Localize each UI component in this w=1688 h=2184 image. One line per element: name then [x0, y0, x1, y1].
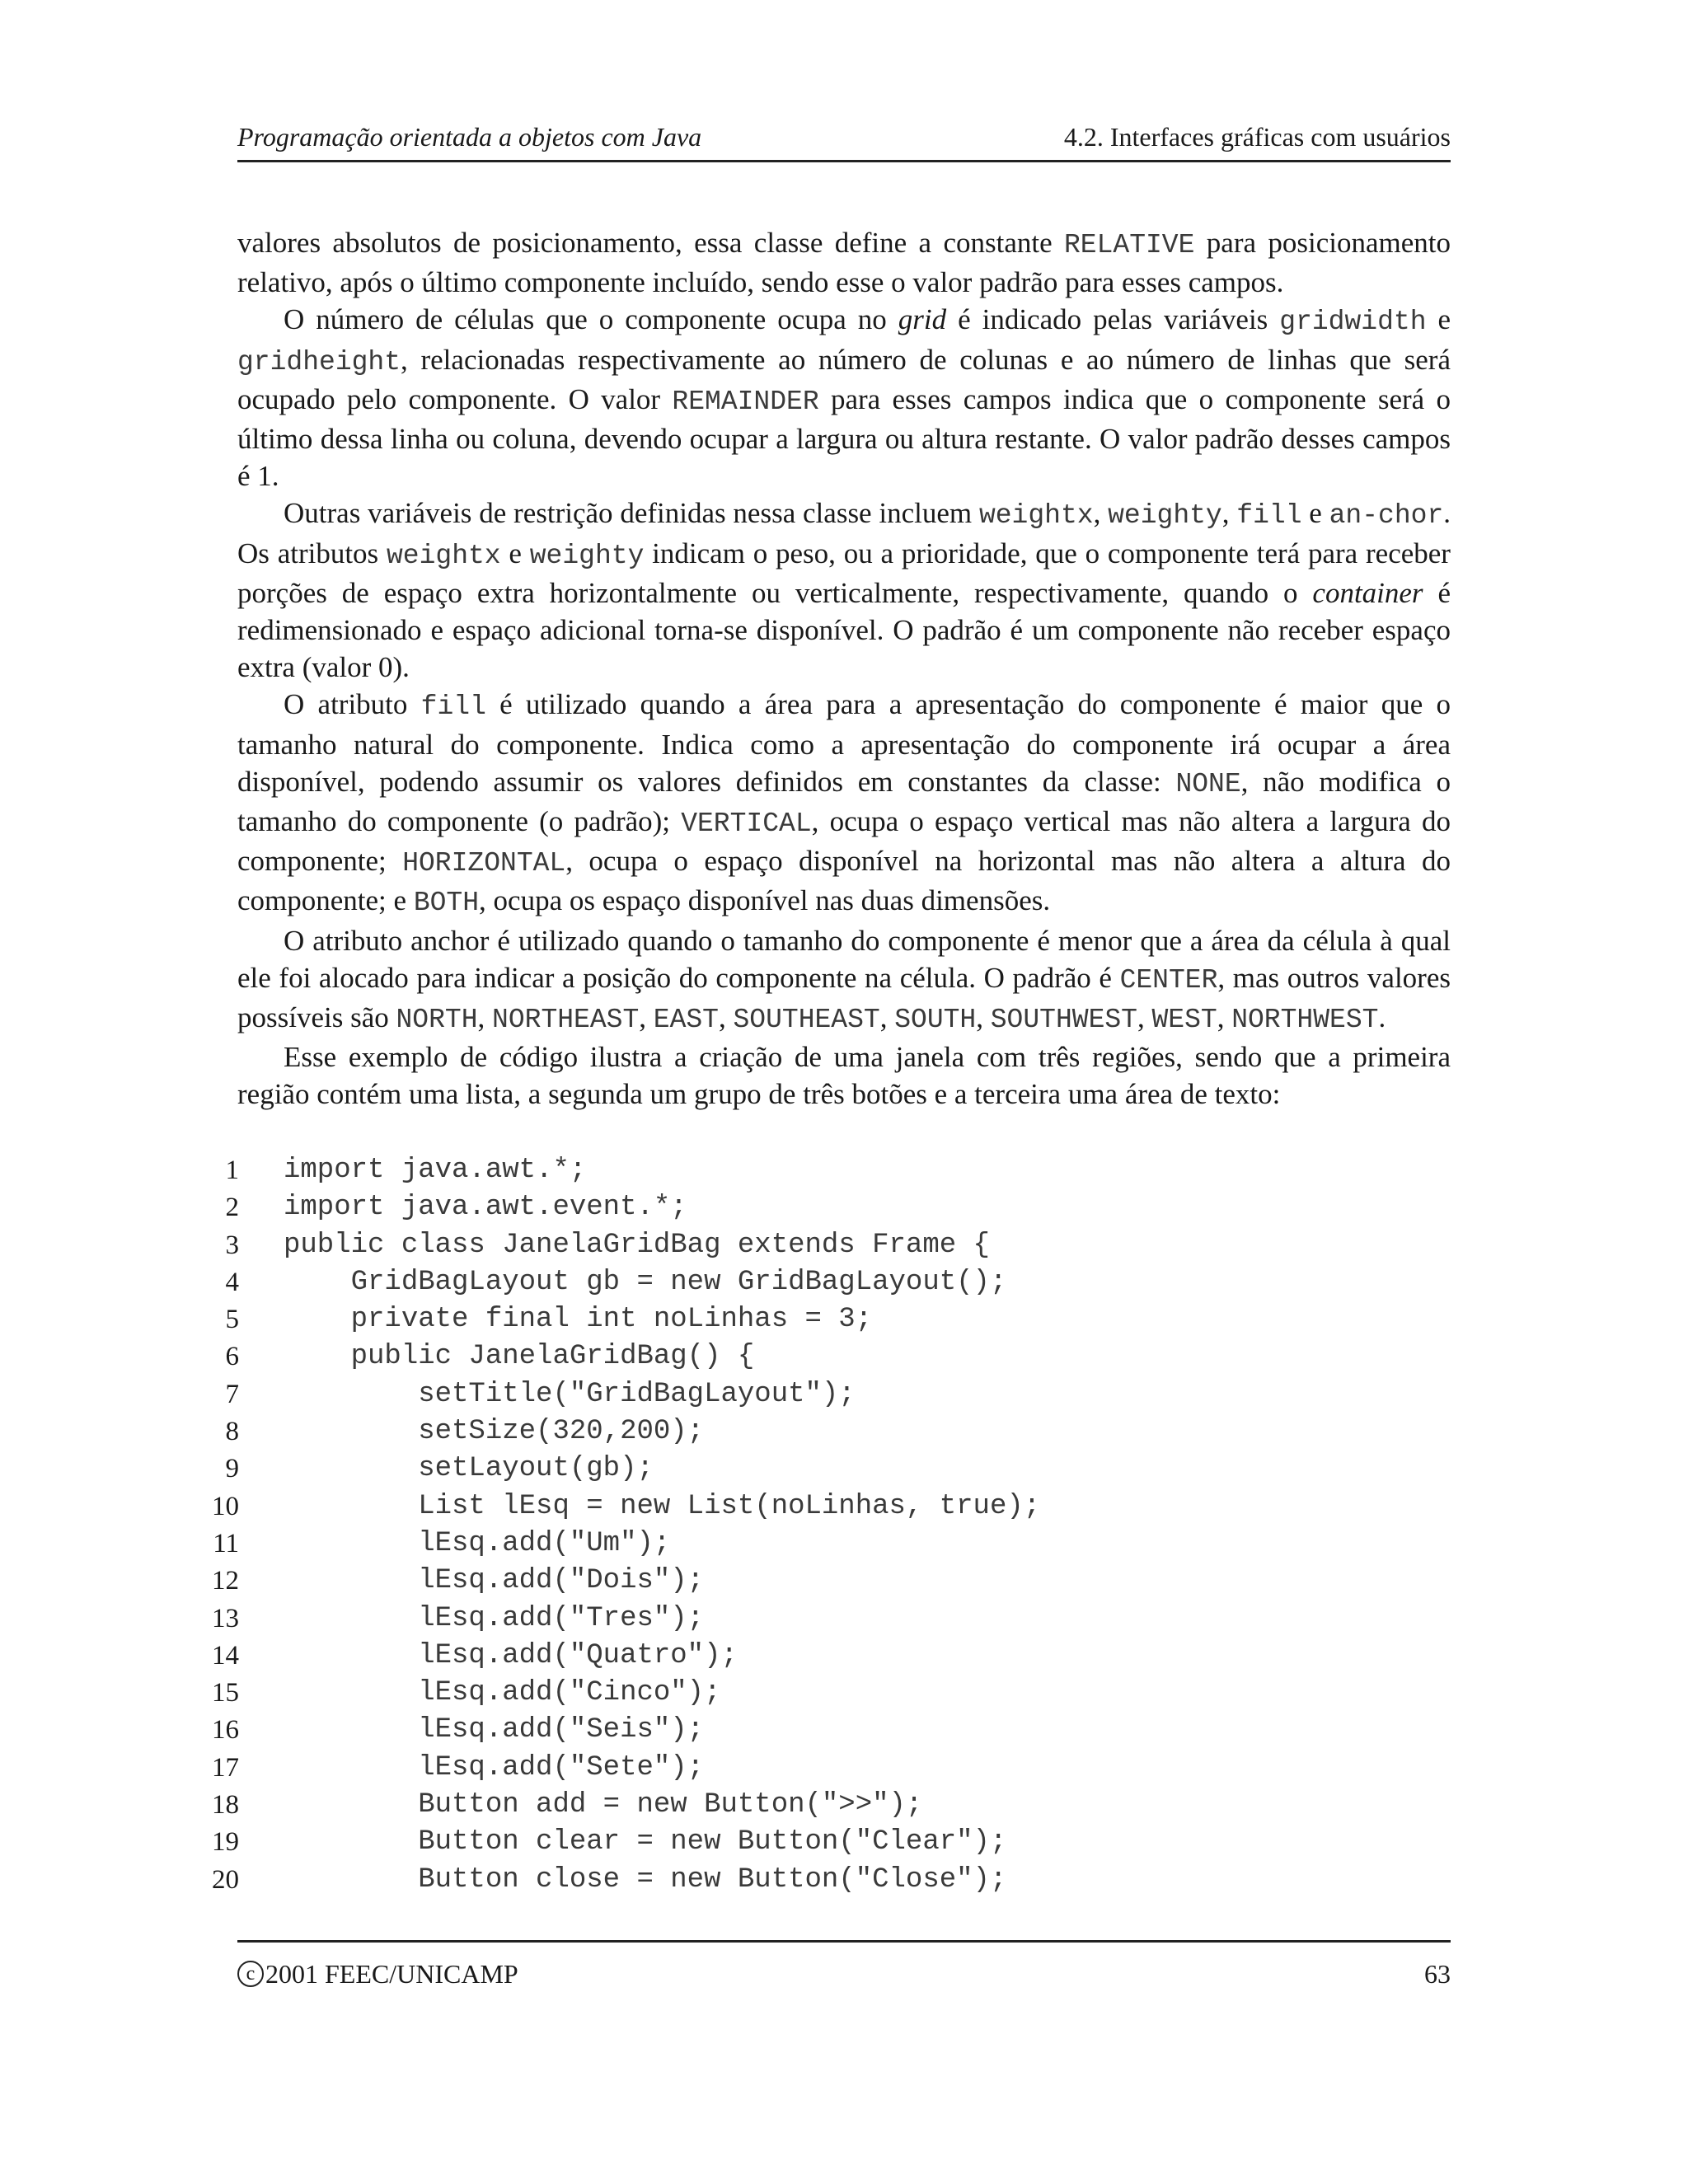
- text-run: ,: [879, 1001, 895, 1034]
- inline-code: NORTH: [396, 1005, 478, 1036]
- line-number: 6: [225, 1342, 239, 1372]
- inline-code: weighty: [529, 540, 645, 571]
- text-run: Outras variáveis de restrição definidas nessa classe incluem: [284, 497, 979, 530]
- line-number: 3: [225, 1230, 239, 1260]
- code-text: List lEsq = new List(noLinhas, true);: [284, 1490, 1041, 1522]
- code-text: public JanelaGridBag() {: [284, 1341, 755, 1373]
- code-text: lEsq.add("Dois");: [284, 1565, 705, 1597]
- inline-code: EAST: [653, 1005, 719, 1036]
- code-text: Button close = new Button("Close");: [284, 1863, 1007, 1896]
- line-number: 5: [225, 1305, 239, 1335]
- inline-code: fill: [420, 691, 486, 723]
- code-line: [198, 1488, 1451, 1526]
- code-text: setSize(320,200);: [284, 1416, 705, 1448]
- line-number: 10: [212, 1491, 239, 1521]
- inline-code: REMAINDER: [672, 386, 819, 417]
- text-run: ,: [1217, 1001, 1232, 1034]
- code-line: [198, 1227, 1451, 1264]
- paragraph-4: [237, 686, 1451, 921]
- paragraph-5: [237, 922, 1451, 1039]
- code-line: [198, 1413, 1451, 1451]
- code-line: [198, 1264, 1451, 1301]
- text-run: indicam o peso, ou a prioridade, que o componente terá para receber porções de espaço extra horizontalmente ou verticalmente, respectivamente, quando o: [237, 537, 1451, 609]
- text-run: O número de células que o componente ocupa no: [284, 303, 898, 336]
- inline-code: gridheight: [237, 346, 401, 377]
- line-number: 16: [212, 1715, 239, 1746]
- inline-code: NORTHEAST: [492, 1005, 640, 1036]
- running-footer: [237, 1940, 1451, 1990]
- line-number: 12: [212, 1566, 239, 1596]
- text-run: ,: [639, 1001, 654, 1034]
- line-number: 18: [212, 1790, 239, 1821]
- code-text: GridBagLayout gb = new GridBagLayout();: [284, 1266, 1007, 1298]
- inline-code: gridwidth: [1279, 307, 1427, 338]
- text-run: , mas outros valores possíveis são: [237, 961, 1451, 1034]
- line-number: 15: [212, 1678, 239, 1708]
- paragraph-1: [237, 224, 1451, 301]
- code-text: Button add = new Button(">>");: [284, 1789, 923, 1821]
- inline-code: weightx: [386, 540, 501, 571]
- code-line: [198, 1712, 1451, 1749]
- code-text: public class JanelaGridBag extends Frame {: [284, 1229, 990, 1261]
- inline-code: SOUTHEAST: [733, 1005, 880, 1036]
- text-run: , ocupa o espaço disponível na horizontal mas não altera a altura do componente; e: [237, 845, 1451, 917]
- code-line: [198, 1301, 1451, 1338]
- text-run: é redimensionado e espaço adicional torna-se disponível. O padrão é um componente não receber espaço extra (valor 0).: [237, 576, 1451, 684]
- inline-code: NONE: [1175, 768, 1241, 799]
- text-run: O atributo anchor é utilizado quando o tamanho do componente é menor que a área da célula à qual ele foi alocado para indicar a posição do componente na célula. O padrão é: [237, 924, 1451, 994]
- code-line: [198, 1787, 1451, 1824]
- inline-code: fill: [1236, 500, 1302, 532]
- code-line: [198, 1563, 1451, 1600]
- code-text: lEsq.add("Tres");: [284, 1602, 705, 1634]
- text-run: ,: [976, 1001, 991, 1034]
- code-text: import java.awt.*;: [284, 1155, 587, 1186]
- code-listing: [198, 1152, 1451, 1899]
- code-line: [198, 1189, 1451, 1226]
- inline-code: SOUTH: [894, 1005, 977, 1036]
- text-run: , não modifica o tamanho do componente (o padrão);: [237, 765, 1451, 838]
- line-number: 17: [212, 1752, 239, 1783]
- section-title: 4.2. Interfaces gráficas com usuários: [1063, 122, 1451, 152]
- copyright: [237, 1957, 518, 1990]
- line-number: 9: [225, 1454, 239, 1484]
- code-line: [198, 1824, 1451, 1861]
- text-run: e: [1426, 303, 1451, 336]
- text-run: e: [500, 537, 530, 569]
- line-number: 20: [212, 1864, 239, 1895]
- text-run: é indicado pelas variáveis: [946, 303, 1280, 336]
- line-number: 1: [225, 1155, 239, 1185]
- code-line: [198, 1526, 1451, 1563]
- code-line: [198, 1750, 1451, 1787]
- text-run: para posicionamento relativo, após o último componente incluído, sendo esse o valor padrão para esses campos.: [237, 227, 1451, 299]
- inline-code: WEST: [1151, 1005, 1217, 1036]
- text-run: , relacionadas respectivamente ao número de colunas e ao número de linhas que será ocupado pelo componente. O valor: [237, 343, 1451, 415]
- text-run: Esse exemplo de código ilustra a criação de uma janela com três regiões, sendo que a primeira região contém uma lista, a segunda um grupo de três botões e a terceira uma área de texto:: [237, 1041, 1451, 1111]
- line-number: 13: [212, 1603, 239, 1633]
- line-number: 7: [225, 1379, 239, 1409]
- text-run: . Os atributos: [237, 497, 1451, 569]
- inline-code: RELATIVE: [1063, 230, 1195, 260]
- code-line: [198, 1338, 1451, 1376]
- inline-code: BOTH: [413, 888, 480, 919]
- copyright-icon: c: [237, 1961, 264, 1987]
- code-line: [198, 1376, 1451, 1413]
- code-text: lEsq.add("Seis");: [284, 1714, 705, 1746]
- paragraph-6: [237, 1038, 1451, 1113]
- emphasis: grid: [898, 303, 947, 336]
- inline-code: HORIZONTAL: [402, 848, 566, 879]
- body-text: [237, 224, 1451, 1113]
- line-number: 14: [212, 1640, 239, 1671]
- paragraph-2: [237, 301, 1451, 494]
- text-run: ,: [1137, 1001, 1152, 1034]
- code-line: [198, 1638, 1451, 1675]
- line-number: 11: [213, 1528, 239, 1558]
- inline-code: SOUTHWEST: [990, 1005, 1137, 1036]
- code-line: [198, 1675, 1451, 1712]
- inline-code: weightx: [978, 500, 1094, 532]
- line-number: 4: [225, 1267, 239, 1297]
- inline-code: an-chor: [1329, 500, 1444, 532]
- code-line: [198, 1862, 1451, 1899]
- page-number: 63: [1424, 1959, 1451, 1989]
- text-run: , ocupa os espaço disponível nas duas dimensões.: [479, 884, 1051, 917]
- text-run: O atributo: [284, 688, 421, 721]
- line-number: 19: [212, 1827, 239, 1858]
- text-run: ,: [477, 1001, 493, 1034]
- text-run: para esses campos indica que o componente será o último dessa linha ou coluna, devendo ocupar a largura ou altura restante. O valor padrão desses campos é 1.: [237, 382, 1451, 493]
- text-run: valores absolutos de posicionamento, essa classe define a constante: [237, 227, 1064, 259]
- text-run: ,: [718, 1001, 734, 1034]
- inline-code: CENTER: [1119, 964, 1218, 996]
- code-text: private final int noLinhas = 3;: [284, 1304, 873, 1336]
- inline-code: NORTHWEST: [1231, 1005, 1379, 1036]
- code-text: setTitle("GridBagLayout");: [284, 1378, 856, 1410]
- code-text: lEsq.add("Quatro");: [284, 1639, 738, 1671]
- code-text: import java.awt.event.*;: [284, 1192, 687, 1224]
- paragraph-3: [237, 494, 1451, 686]
- text-run: é utilizado quando a área para a apresentação do componente é maior que o tamanho natural do componente. Indica como a apresentação do componente irá ocupar a área disponível, podendo assumir os valores definidos em constantes da classe:: [237, 688, 1451, 798]
- line-number: 8: [225, 1417, 239, 1447]
- code-text: lEsq.add("Um");: [284, 1527, 671, 1559]
- code-line: [198, 1451, 1451, 1488]
- line-number: 2: [225, 1193, 239, 1223]
- text-run: , ocupa o espaço vertical mas não altera a largura do componente;: [237, 805, 1451, 878]
- code-text: lEsq.add("Sete");: [284, 1751, 705, 1783]
- code-text: setLayout(gb);: [284, 1453, 654, 1485]
- text-run: e: [1301, 497, 1329, 530]
- running-header: [237, 120, 1451, 162]
- emphasis: container: [1312, 576, 1423, 609]
- copyright-text: 2001 FEEC/UNICAMP: [265, 1959, 518, 1989]
- text-run: ,: [1093, 497, 1109, 530]
- text-run: .: [1378, 1001, 1386, 1034]
- text-run: ,: [1221, 497, 1237, 530]
- inline-code: weighty: [1108, 500, 1222, 532]
- code-line: [198, 1601, 1451, 1638]
- book-title: Programação orientada a objetos com Java: [237, 122, 702, 152]
- code-text: Button clear = new Button("Clear");: [284, 1826, 1007, 1858]
- code-text: lEsq.add("Cinco");: [284, 1677, 721, 1709]
- code-line: [198, 1152, 1451, 1189]
- inline-code: VERTICAL: [681, 808, 812, 840]
